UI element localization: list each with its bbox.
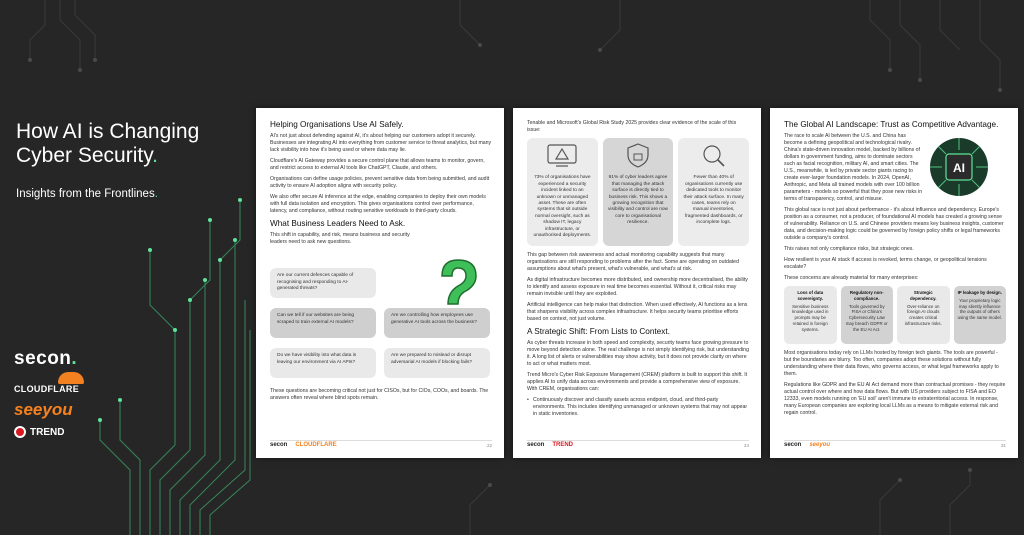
footer-secon-logo: secon [270, 442, 288, 448]
page3-para3: This raises not only compliance risks, but strategic ones. [784, 246, 914, 252]
page3-para5: These concerns are already material for many enterprises: [784, 275, 919, 281]
risk-cards [784, 286, 1006, 344]
shield-lock-icon [618, 142, 658, 168]
page1-heading: Helping Organisations Use AI Safely. [270, 120, 404, 129]
stat-text-3: Fewer than 40% of organisations currently use dedicated tools to monitor their attack surface. In many cases, teams rely on manual inventories, fragmented dashboards, or incomplete logs. [683, 175, 744, 226]
ai-chip-icon [928, 136, 990, 198]
footer-seeyou-logo: seeyou [809, 442, 831, 448]
risk-card-4: IP leakage by design. Your proprietary logic may silently influence the outputs of others using the same model. [954, 286, 1007, 344]
cloudflare-logo: CLOUDFLARE [14, 378, 124, 394]
page1-intro: This shift in capability, and risk, means business and security leaders need to ask new questions. [270, 232, 410, 245]
page1-footer [270, 440, 492, 450]
page3-para7: Regulations like GDPR and the EU AI Act demand more than contractual promises - they require actual control over where and how data flows. But with US providers subject to FISA and EO 12333, even models running on 'EU soil' aren't immune to extraterritorial access. In response, many European companies are exploring local LLMs as a means to mitigate external risk and regain control. [784, 382, 1006, 416]
page1-para1: AI's not just about defending against AI, it's about helping our customers adopt it securely. Businesses are integrating AI into everything from customer service to threat analytics, but many lack visibility into how it's being used or where data may lie. [270, 133, 492, 153]
question-box-4: Do we have visibility into what data is leaving our environment via AI APIs? [270, 348, 376, 378]
magnifier-icon [694, 142, 734, 168]
page3-heading: The Global AI Landscape: Trust as Competitive Advantage. [784, 120, 999, 129]
page1-closing: These questions are becoming critical not just for CISOs, but for CIOs, COOs, and boards. The answers often reveal where blind spots remain. [270, 388, 489, 401]
page1-number: 22 [486, 443, 492, 448]
warning-screen-icon [542, 142, 582, 168]
hero-title: How AI is Changing Cyber Security. [16, 120, 200, 167]
question-box-1: Are our current defences capable of recognising and responding to AI-generated threats? [270, 268, 376, 298]
risk-card-2: Regulatory non-compliance. Tools governed by FISA or China's Cybersecurity Law may breach GDPR or the EU AI Act. [841, 286, 894, 344]
stats-row [527, 138, 749, 246]
question-box-3: Are we controlling how employees use generative AI tools across the business? [384, 308, 490, 338]
page2-number: 24 [743, 443, 749, 448]
page1-para3: Organisations can define usage policies, prevent sensitive data from being submitted, and audit activity to ensure AI adoption aligns with security policy. [270, 176, 490, 189]
footer-secon-logo: secon [527, 442, 545, 448]
page2-bullet1: • Continuously discover and classify assets across endpoint, cloud, and third-party environments. This includes identifying unmanaged or unknown systems that may not appear in static inventories. [527, 397, 749, 418]
ai-chip-label: AI [953, 161, 965, 175]
page1-subheading: What Business Leaders Need to Ask. [270, 219, 406, 228]
question-box-5: Are we prepared to mislead or disrupt adversarial AI models if blocking fails? [384, 348, 490, 378]
trend-ring-icon [14, 426, 26, 438]
stat-text-2: 91% of cyber leaders agree that managing the attack surface is directly tied to business risk. This shows a growing recognition that visibility and control are now core to organisational resilience. [608, 175, 668, 226]
risk-card-1: Loss of data sovereignty. Sensitive business knowledge used in prompts may be retained in foreign systems. [784, 286, 837, 344]
question-box-2: Can we tell if our websites are being scraped to train external AI models? [270, 308, 376, 338]
page2-heading: A Strategic Shift: From Lists to Context. [527, 327, 670, 336]
page3-number: 31 [1000, 443, 1006, 448]
stat-text-1: 73% of organisations have experienced a security incident linked to an unknown or unmanaged asset. These are often systems that sit outside normal oversight, such as shadow IT, legacy infrastructure, or unauthorised deployments. [533, 175, 592, 239]
page3-para1: The race to scale AI between the U.S. and China has become a defining geopolitical and technological rivalry. China's state-driven innovation model, backed by billions of dollars in government funding, aims to dominate sectors such as facial recognition, military AI, and smart cities. The U.S., meanwhile, is led by private sector giants racing to create ever-larger foundation models. In 2024, OpenAI, Anthropic, and Meta all trained models with over 100 billion parameters - models so powerful that they pose new risks in terms of transparency, control, and misuse. [784, 133, 923, 202]
page1-para2: Cloudflare's AI Gateway provides a secure control plane that allows teams to monitor, govern, and restrict access to external AI tools like ChatGPT, Claude, and others. [270, 158, 485, 171]
seeyou-logo: seeyou [14, 400, 73, 419]
page2-footer [527, 440, 749, 450]
footer-trend-logo: TREND [552, 442, 574, 448]
hero-section [16, 120, 246, 200]
document-page-1 [256, 108, 504, 458]
partner-logos [14, 348, 124, 438]
risk-card-3: Strategic dependency. Over-reliance on foreign AI clouds creates critical infrastructure risks. [897, 286, 950, 344]
hero-subtitle: Insights from the Frontlines. [16, 188, 158, 200]
page3-para2: This global race is not just about performance - it's about influence and dependency. Europe's position as a consumer, not a producer, of foundational AI models has created a growing sense of vulnerability. Reliance on U.S. and Chinese providers means key business insights, customer data, and decision-making logic could be governed by foreign policy shifts or legal frameworks outside a company's control. [784, 207, 1004, 241]
stat-card-2 [603, 138, 674, 246]
page2-para4: As cyber threats increase in both speed and complexity, security teams face growing pressure to move beyond detection alone. The real challenge is not simply identifying risk, but understanding it. A long list of alerts or vulnerabilities may show activity, but it does not provide clarity on where to act or what matters most. [527, 340, 749, 367]
page3-para4: How resilient is your AI stack if access is revoked, terms change, or geopolitical tensions escalate? [784, 257, 987, 270]
page3-para6: Most organisations today rely on LLMs hosted by foreign tech giants. The tools are powerful - but the boundaries are blurry. Too often, companies adopt these solutions without fully understanding where their data flows, who governs access, or what legal frameworks apply to them. [784, 350, 999, 377]
stat-card-1 [527, 138, 598, 246]
document-page-2 [513, 108, 761, 458]
page2-para1: This gap between risk awareness and actual monitoring capability suggests that many organisations are still responding to problems after the fact. Some are operating on outdated assumptions about what's present, what's vulnerable, and what's at risk. [527, 252, 739, 272]
page3-footer [784, 440, 1006, 450]
page2-para2: As digital infrastructure becomes more distributed, and ownership more decentralised, the ability to identify and assess exposure in real time becomes essential. Without it, critical risks may remain invisible until they are exploited. [527, 277, 748, 297]
page2-para3: Artificial intelligence can help make that distinction. When used effectively, AI functions as a lens that sharpens visibility across complex infrastructure. It helps security teams prioritise efforts based on context, not just volume. [527, 302, 748, 322]
footer-secon-logo: secon [784, 442, 802, 448]
page2-para5: Trend Micro's Cyber Risk Exposure Management (CREM) platform is built to support this shift. It applies AI to unify data across environments and provide a comprehensive view of exposure. With CREM, organisations can: [527, 372, 748, 392]
trend-logo: TREND [14, 426, 124, 438]
footer-cloudflare-logo: CLOUDFLARE [295, 442, 337, 448]
page2-intro: Tenable and Microsoft's Global Risk Study 2025 provides clear evidence of the scale of this issue: [527, 120, 737, 133]
hero-title-line1: How AI is Changing [16, 120, 200, 143]
document-page-3 [770, 108, 1018, 458]
hero-title-line2: Cyber Security [16, 144, 153, 167]
stat-card-3 [678, 138, 749, 246]
secon-logo: secon. [14, 348, 78, 369]
page1-para4: We also offer secure AI inference at the edge, enabling companies to deploy their own models with full data isolation and encryption. This gives organisations control over performance, latency, and compliance, without routing sensitive workloads to third-party clouds. [270, 194, 486, 214]
